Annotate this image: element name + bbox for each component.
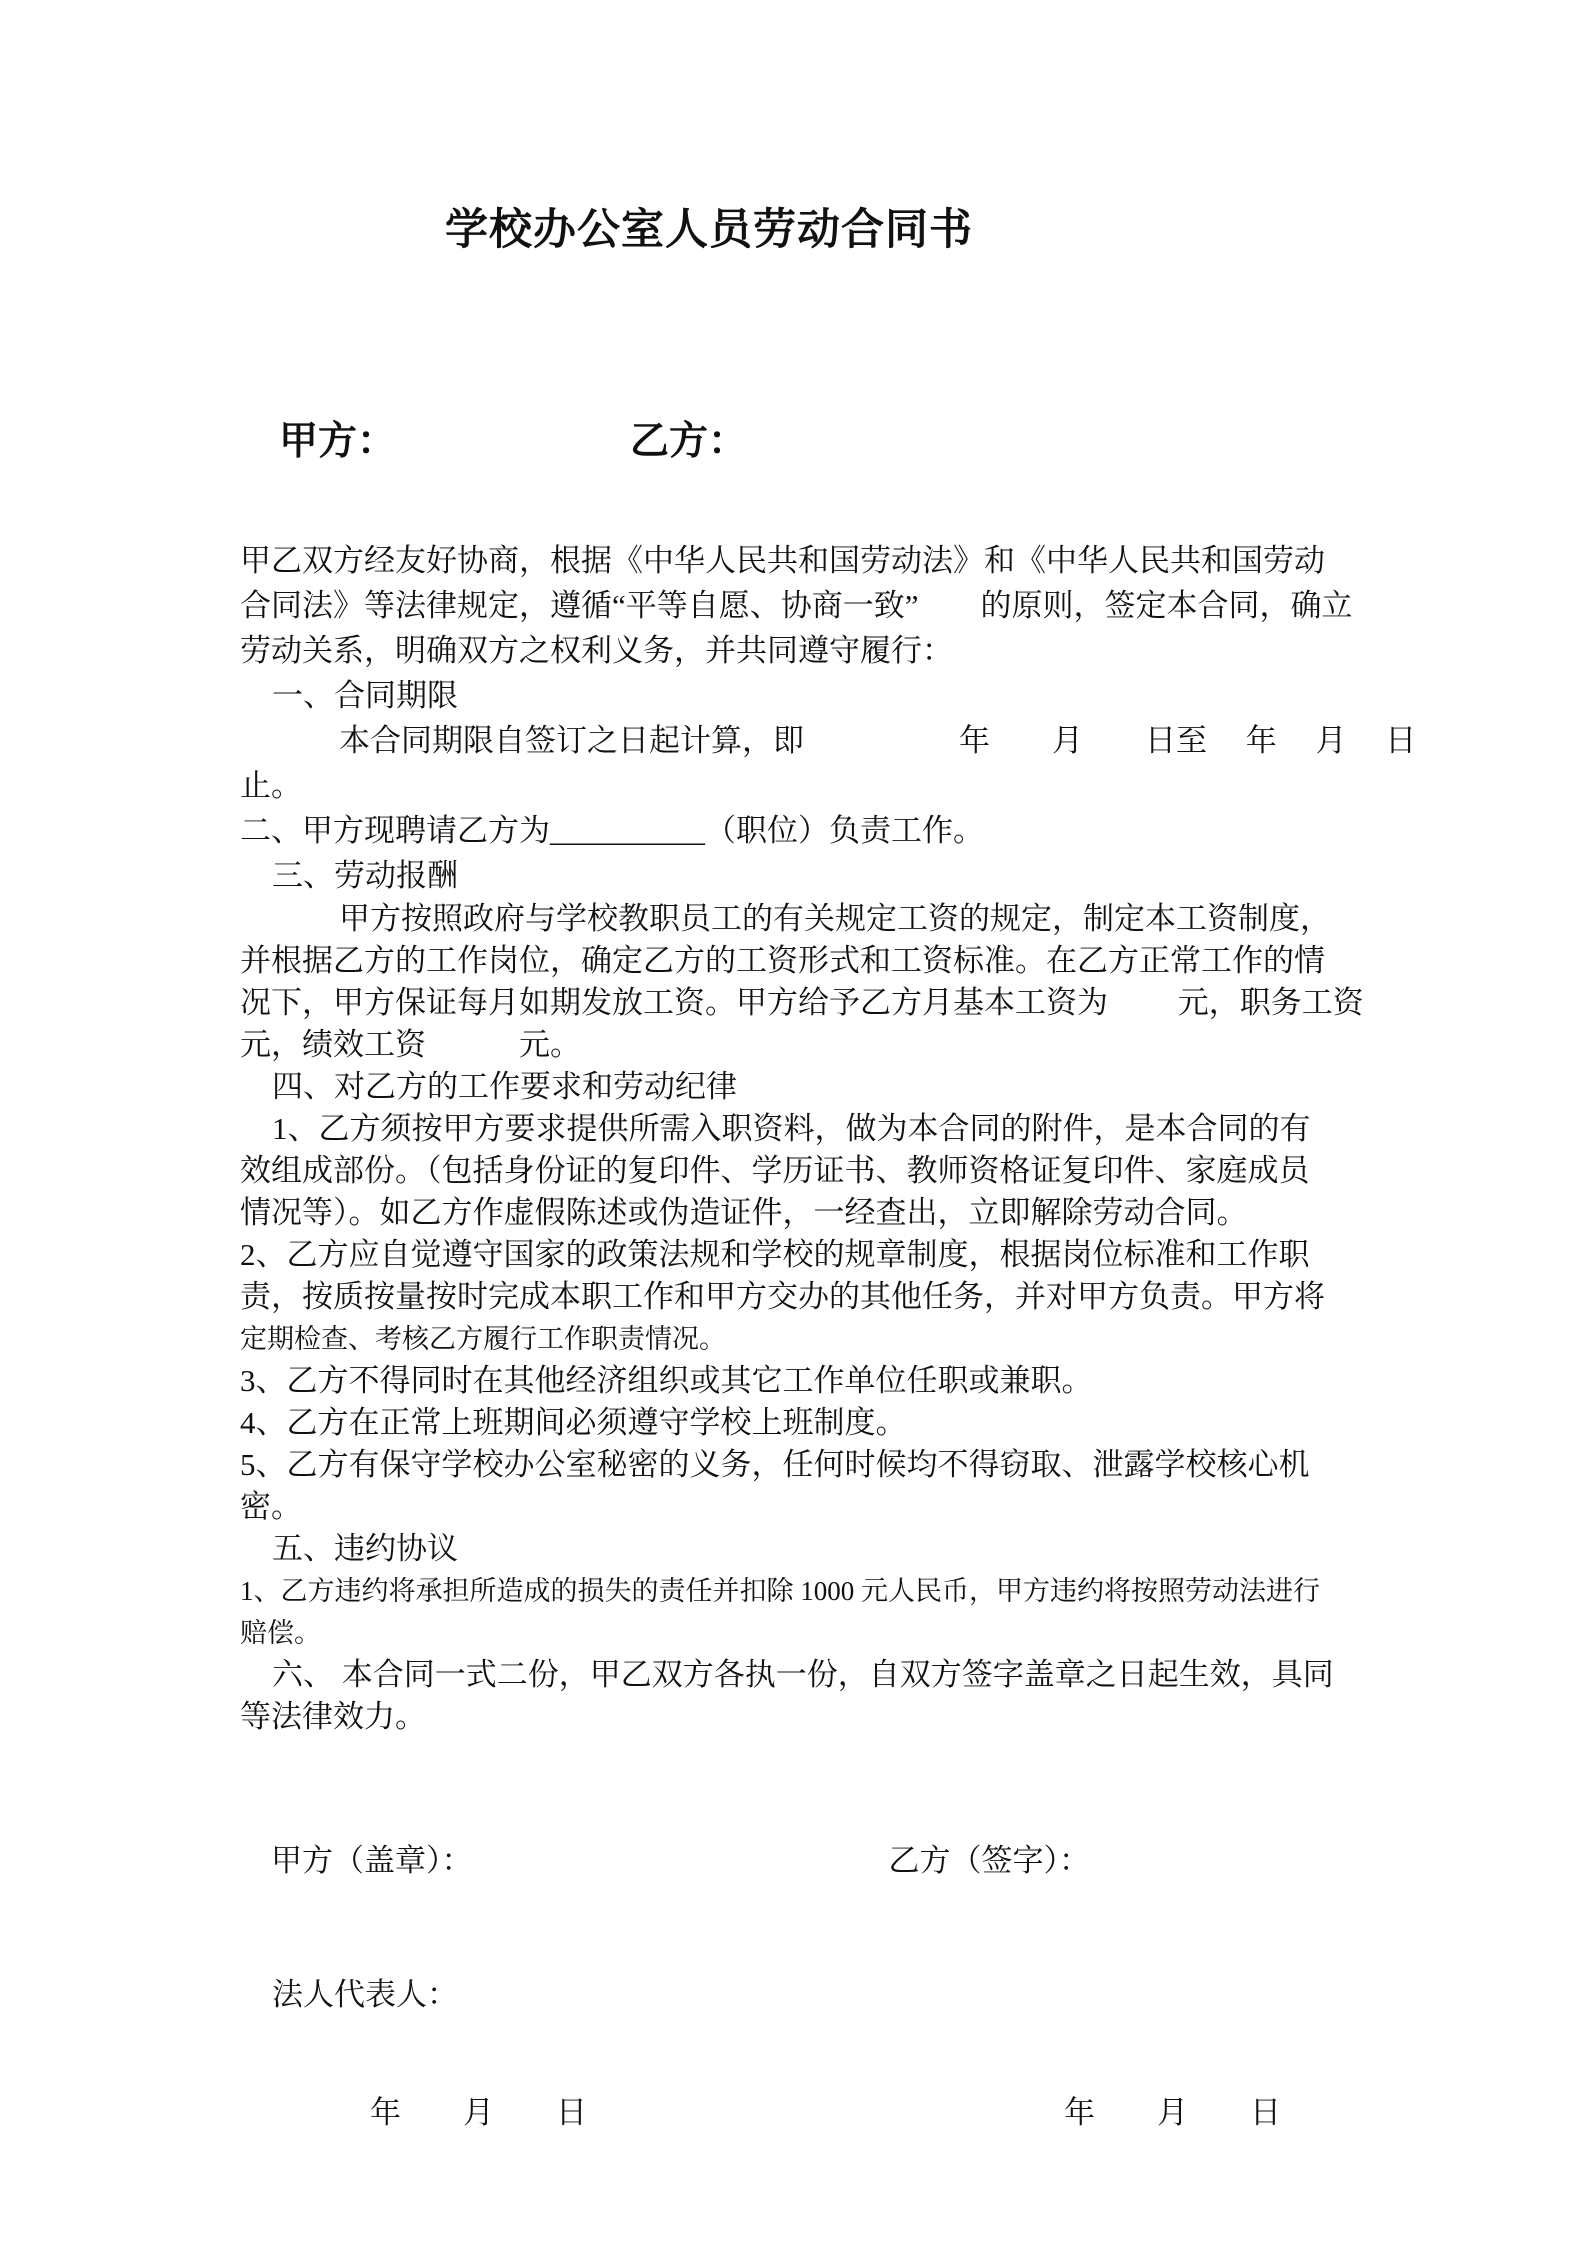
- parties-line: [240, 370, 1587, 514]
- party-a-label: 甲方：: [279, 420, 397, 463]
- date-line-left: 年 月 日: [370, 2095, 587, 2130]
- section-heading-4: 四、对乙方的工作要求和劳动纪律: [272, 1069, 737, 1104]
- party-b-signature-label: 乙方（签字）：: [888, 1843, 1090, 1878]
- contract-line: 并根据乙方的工作岗位，确定乙方的工资形式和工资标准。在乙方正常工作的情: [240, 943, 1325, 978]
- date-row: [339, 2047, 1587, 2179]
- section-heading-2: 二、甲方现聘请乙方为__________（职位）负责工作。: [240, 813, 984, 848]
- party-b-label: 乙方：: [630, 420, 748, 463]
- section-heading-6: 六、 本合同一式二份，甲乙双方各执一份，自双方签字盖章之日起生效，具同: [272, 1657, 1334, 1692]
- document-title: 学校办公室人员劳动合同书: [445, 206, 973, 254]
- contract-line: 3、乙方不得同时在其他经济组织或其它工作单位任职或兼职。: [240, 1363, 1093, 1398]
- contract-line: 甲方按照政府与学校教职员工的有关规定工资的规定，制定本工资制度，: [339, 901, 1331, 936]
- contract-line: 况下，甲方保证每月如期发放工资。甲方给予乙方月基本工资为 元，职务工资: [240, 985, 1364, 1020]
- section-heading-5: 五、违约协议: [272, 1531, 458, 1566]
- contract-line: 甲乙双方经友好协商，根据《中华人民共和国劳动法》和《中华人民共和国劳动: [240, 543, 1325, 578]
- contract-line: 本合同期限自签订之日起计算，即 年 月 日至 年 月 日: [339, 723, 1417, 758]
- party-a-seal-label: 甲方（盖章）：: [271, 1843, 473, 1878]
- contract-line: 1、乙方违约将承担所造成的损失的责任并扣除 1000 元人民币，甲方违约将按照劳动法进行: [240, 1576, 1320, 1606]
- contract-line: 元，绩效工资 元。: [240, 1027, 581, 1062]
- contract-line: 效组成部份。（包括身份证的复印件、学历证书、教师资格证复印件、家庭成员: [240, 1153, 1310, 1188]
- section-heading-1: 一、合同期限: [272, 678, 458, 713]
- contract-line: 责，按质按量按时完成本职工作和甲方交办的其他任务，并对甲方负责。甲方将: [240, 1279, 1325, 1314]
- contract-line: 2、乙方应自觉遵守国家的政策法规和学校的规章制度，根据岗位标准和工作职: [240, 1237, 1310, 1272]
- contract-body: [240, 538, 1587, 1738]
- contract-line: 劳动关系，明确双方之权利义务，并共同遵守履行：: [240, 633, 953, 668]
- contract-line: 合同法》等法律规定，遵循“平等自愿、协商一致” 的原则，签定本合同，确立: [240, 588, 1353, 623]
- contract-line: 5、乙方有保守学校办公室秘密的义务，任何时候均不得窃取、泄露学校核心机: [240, 1447, 1310, 1482]
- contract-line: 定期检查、考核乙方履行工作职责情况。: [240, 1324, 726, 1354]
- section-heading-3: 三、劳动报酬: [272, 858, 458, 893]
- contract-line: 情况等）。如乙方作虚假陈述或伪造证件，一经查出，立即解除劳动合同。: [240, 1195, 1248, 1230]
- contract-line: 赔偿。: [240, 1618, 321, 1648]
- date-line-right: 年 月 日: [1064, 2095, 1281, 2130]
- signature-row: [240, 1795, 1587, 1927]
- contract-line: 等法律效力。: [240, 1699, 426, 1734]
- contract-line: 1、乙方须按甲方要求提供所需入职资料，做为本合同的附件，是本合同的有: [272, 1111, 1311, 1146]
- contract-line: 止。: [240, 768, 302, 803]
- contract-line: 4、乙方在正常上班期间必须遵守学校上班制度。: [240, 1405, 907, 1440]
- legal-representative-label: 法人代表人：: [272, 1977, 458, 2012]
- contract-line: 密。: [240, 1489, 302, 1524]
